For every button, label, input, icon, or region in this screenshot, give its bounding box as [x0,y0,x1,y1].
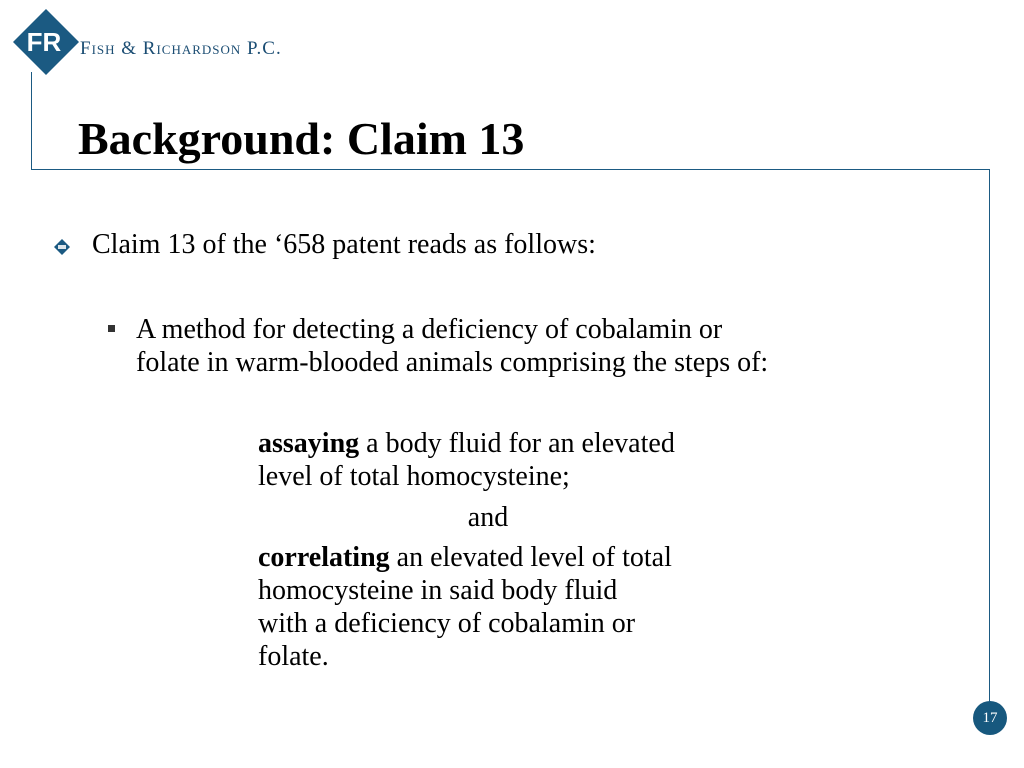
frame-line-left [31,72,32,170]
bullet-text: Claim 13 of the ‘658 patent reads as follows: [92,229,596,260]
logo-letters: FR [26,27,62,57]
sub-bullet-line-1: A method for detecting a deficiency of cobalamin or [136,314,723,345]
slide-title: Background: Claim 13 [78,113,525,164]
conjunction-and: and [467,502,509,533]
step-assaying [258,427,818,493]
step-2-line-1-rest: an elevated level of total [389,542,672,573]
claim-steps [258,427,818,673]
step-correlating [258,541,818,673]
step-1-line-2: level of total homocysteine; [258,461,570,492]
step-1-keyword: assaying [258,428,360,459]
sub-bullet-text [136,313,936,379]
frame-line-right [989,169,990,709]
sub-bullet-line-2: folate in warm-blooded animals comprising the steps of: [136,347,769,378]
step-2-line-3: with a deficiency of cobalamin or [258,608,636,639]
fr-bullet-icon [54,239,70,255]
square-bullet-icon [108,325,115,332]
step-1-line-1-rest: a body fluid for an elevated [359,428,675,459]
frame-line-top [31,169,990,170]
firm-logo-mark [12,8,80,76]
step-2-line-1 [258,541,818,574]
step-2-keyword: correlating [258,542,390,573]
step-1-line-1 [258,427,818,460]
page-number-badge: 17 [973,701,1007,735]
step-2-line-2: homocysteine in said body fluid [258,575,618,606]
step-2-line-4: folate. [258,641,329,672]
firm-name: Fish & Richardson P.C. [80,38,282,59]
